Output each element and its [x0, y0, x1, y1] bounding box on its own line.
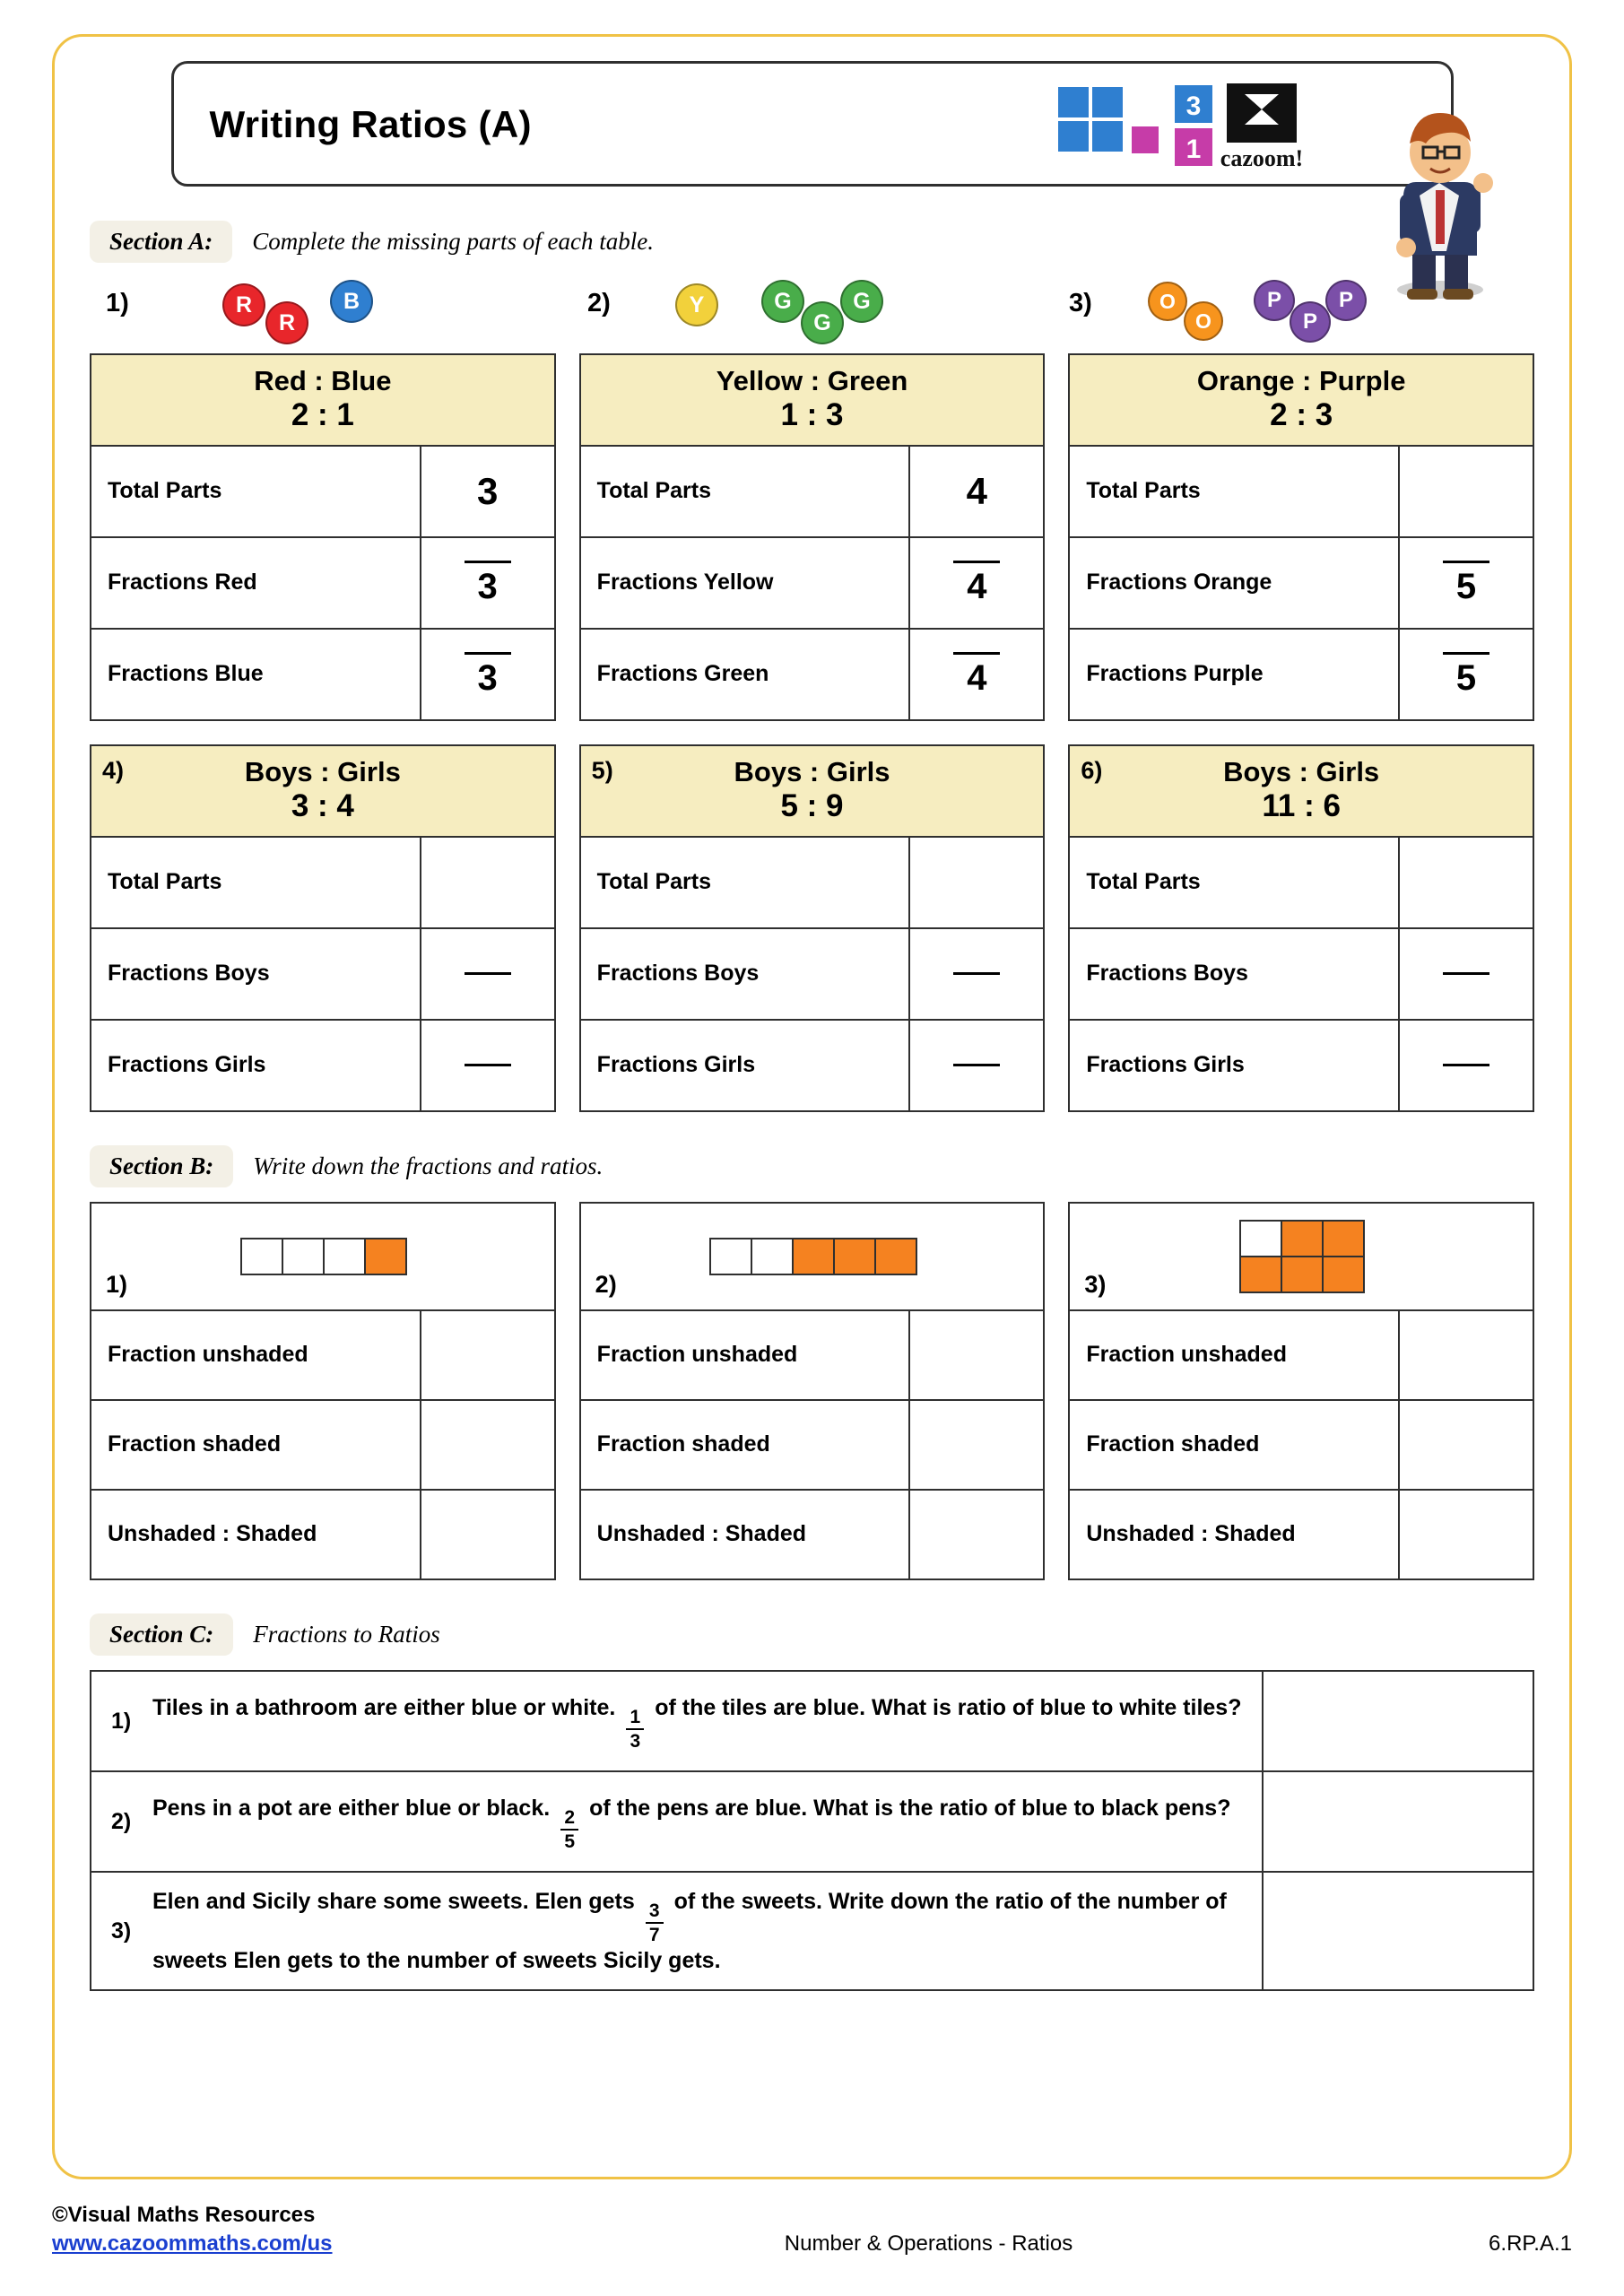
table-ratio: 5 : 9: [780, 787, 844, 823]
table-row: [91, 1491, 554, 1578]
answer-cell[interactable]: [1400, 1021, 1533, 1110]
table-row: [1070, 929, 1533, 1021]
table-title: Orange : Purple: [1196, 365, 1406, 396]
counter-chip-green: G: [840, 280, 883, 323]
table-row: [91, 1021, 554, 1110]
table-index: 6): [1081, 756, 1103, 784]
table-row: [1070, 1491, 1533, 1578]
table-row: [91, 929, 554, 1021]
row-label: Fraction shaded: [1070, 1401, 1400, 1489]
table-row: [581, 630, 1044, 719]
row-label: Fractions Blue: [91, 630, 421, 719]
table-row: [581, 1401, 1044, 1491]
table-ratio: 2 : 3: [1270, 396, 1333, 432]
title-bar: [171, 61, 1454, 187]
answer-cell[interactable]: [910, 1311, 1043, 1399]
table-ratio: 3 : 4: [291, 787, 354, 823]
question-text: [91, 1772, 1264, 1871]
ratio-tables-row-1: [90, 353, 1534, 721]
table-index: 5): [591, 756, 613, 784]
table-title: Boys : Girls: [244, 755, 401, 787]
shape-diagram-3: [1070, 1204, 1533, 1311]
footer-topic: Number & Operations - Ratios: [784, 2231, 1073, 2256]
question-text-after: of the tiles are blue. What is ratio of blue to white tiles?: [655, 1694, 1242, 1720]
answer-cell[interactable]: [910, 1401, 1043, 1489]
answer-cell[interactable]: [1264, 1772, 1533, 1871]
row-label: Total Parts: [1070, 838, 1400, 927]
counter-chip-yellow: Y: [675, 283, 718, 326]
table-row: [581, 1021, 1044, 1110]
bar-model: [240, 1238, 405, 1275]
question-index: 3): [111, 1918, 132, 1944]
section-a-instruction: Complete the missing parts of each table.: [252, 227, 654, 255]
table-row: [581, 447, 1044, 538]
answer-cell[interactable]: [1400, 630, 1533, 719]
table-ratio: 2 : 1: [291, 396, 354, 432]
row-label: Fractions Red: [91, 538, 421, 628]
table-row: [581, 538, 1044, 630]
table-ratio: 11 : 6: [1262, 787, 1341, 823]
page-title: Writing Ratios (A): [209, 103, 532, 145]
table-row: [91, 1401, 554, 1491]
table-ratio: 1 : 3: [780, 396, 844, 432]
grid-model: [1239, 1220, 1363, 1293]
question-row: [91, 1873, 1533, 1989]
answer-cell[interactable]: [910, 838, 1043, 927]
answer-cell[interactable]: [910, 538, 1043, 628]
table-title: Boys : Girls: [1223, 755, 1380, 787]
counter-index: 2): [587, 289, 611, 317]
denominator: 4: [967, 658, 987, 699]
table-header: [581, 746, 1044, 838]
answer-cell[interactable]: [1264, 1873, 1533, 1989]
table-row: [1070, 838, 1533, 929]
shaded-fraction-table-3: [1068, 1202, 1534, 1580]
website-link[interactable]: www.cazoommaths.com/us: [52, 2231, 333, 2257]
section-b-header: [90, 1143, 1534, 1191]
bar-model: [709, 1238, 916, 1275]
svg-text:cazoom!: cazoom!: [1220, 145, 1303, 171]
row-label: Total Parts: [91, 447, 421, 536]
inline-fraction: [646, 1901, 664, 1944]
table-row: [1070, 538, 1533, 630]
cell-shaded: [1322, 1220, 1365, 1257]
section-b-instruction: Write down the fractions and ratios.: [253, 1152, 604, 1180]
counter-chip-green: G: [801, 301, 844, 344]
answer-cell[interactable]: [910, 630, 1043, 719]
cell-shaded: [364, 1238, 407, 1275]
row-label: Fractions Yellow: [581, 538, 911, 628]
table-header: [91, 746, 554, 838]
counter-chip-orange: O: [1148, 282, 1187, 321]
mascot-illustration: [1364, 97, 1516, 303]
row-label: Fractions Green: [581, 630, 911, 719]
section-c-label: Section C:: [90, 1613, 233, 1656]
table-row: [91, 447, 554, 538]
question-text: [91, 1672, 1264, 1770]
counters-row: [90, 278, 1534, 348]
answer-cell[interactable]: [421, 630, 554, 719]
answer-cell[interactable]: [421, 1311, 554, 1399]
table-header: [1070, 355, 1533, 447]
row-label: Fractions Girls: [1070, 1021, 1400, 1110]
table-header: [581, 355, 1044, 447]
denominator: 4: [967, 567, 987, 607]
answer-cell[interactable]: [1400, 1491, 1533, 1578]
ratio-tables-row-2: [90, 744, 1534, 1112]
svg-text:3: 3: [1185, 91, 1201, 121]
answer-cell[interactable]: 3: [476, 469, 499, 512]
denominator: 3: [477, 658, 498, 699]
section-b-label: Section B:: [90, 1145, 233, 1187]
cell-shaded: [1322, 1256, 1365, 1293]
question-body: [152, 1692, 1241, 1751]
cell-shaded: [1239, 1256, 1282, 1293]
section-c-header: [90, 1611, 1534, 1659]
answer-cell[interactable]: [1264, 1672, 1533, 1770]
answer-cell[interactable]: [1400, 447, 1533, 536]
answer-cell[interactable]: [421, 929, 554, 1019]
question-index: 2): [111, 1808, 132, 1834]
table-row: [1070, 630, 1533, 719]
question-text-after: of the sweets. Write down the ratio of the number of sweets Elen gets to the number of sweets Sicily gets.: [152, 1888, 1227, 1973]
cell: [709, 1238, 752, 1275]
counter-chip-green: G: [761, 280, 804, 323]
denominator: 5: [1455, 658, 1477, 699]
cell-shaded: [1281, 1256, 1324, 1293]
section-a-header: [90, 217, 1534, 265]
row-label: Total Parts: [1070, 447, 1400, 536]
table-header: [1070, 746, 1533, 838]
ratio-table-1: [90, 353, 556, 721]
svg-text:1: 1: [1185, 135, 1201, 164]
denominator: 3: [477, 567, 498, 607]
counter-chip-purple: P: [1254, 280, 1295, 321]
cell: [282, 1238, 325, 1275]
section-a-label: Section A:: [90, 221, 232, 263]
footer-left: [52, 2201, 518, 2259]
numerator: 3: [648, 1900, 660, 1921]
table-row: [581, 838, 1044, 929]
row-label: Unshaded : Shaded: [1070, 1491, 1400, 1578]
table-header: [91, 355, 554, 447]
section-b-grid: [90, 1202, 1534, 1580]
row-label: Unshaded : Shaded: [91, 1491, 421, 1578]
copyright-text: ©Visual Maths Resources: [52, 2203, 316, 2227]
counter-index: 1): [106, 289, 129, 317]
answer-cell[interactable]: [421, 838, 554, 927]
table-row: [1070, 447, 1533, 538]
counter-chip-purple: P: [1325, 280, 1367, 321]
answer-cell[interactable]: [421, 1401, 554, 1489]
question-text-before: Tiles in a bathroom are either blue or white.: [152, 1694, 616, 1720]
table-row: [91, 538, 554, 630]
answer-cell[interactable]: [1400, 929, 1533, 1019]
counter-chip-red: R: [222, 283, 265, 326]
counter-group-2: [571, 278, 1053, 348]
counter-chip-blue: B: [330, 280, 373, 323]
cell-shaded: [874, 1238, 917, 1275]
table-row: [581, 1491, 1044, 1578]
row-label: Fraction shaded: [581, 1401, 911, 1489]
ratio-table-2: [579, 353, 1046, 721]
shaded-fraction-table-1: [90, 1202, 556, 1580]
answer-cell[interactable]: [910, 1021, 1043, 1110]
cell: [240, 1238, 283, 1275]
table-title: Yellow : Green: [716, 365, 908, 396]
ratio-table-4: [90, 744, 556, 1112]
ratio-table-6: [1068, 744, 1534, 1112]
row-label: Total Parts: [581, 838, 911, 927]
row-label: Fraction shaded: [91, 1401, 421, 1489]
cell: [323, 1238, 366, 1275]
row-label: Fraction unshaded: [581, 1311, 911, 1399]
numerator: 1: [630, 1706, 641, 1727]
inline-fraction: [560, 1808, 578, 1851]
cell-shaded: [792, 1238, 835, 1275]
question-body: [152, 1885, 1247, 1977]
shaded-fraction-table-2: [579, 1202, 1046, 1580]
row-label: Fractions Orange: [1070, 538, 1400, 628]
question-index: 1): [111, 1708, 132, 1734]
table-row: [1070, 1021, 1533, 1110]
table-row: [581, 929, 1044, 1021]
row-label: Total Parts: [581, 447, 911, 536]
table-row: [1070, 1311, 1533, 1401]
answer-cell[interactable]: [421, 1491, 554, 1578]
numerator: 2: [564, 1806, 575, 1828]
shape-diagram-2: [581, 1204, 1044, 1311]
question-row: [91, 1772, 1533, 1873]
question-index: 2): [595, 1270, 617, 1298]
row-label: Fraction unshaded: [91, 1311, 421, 1399]
counter-index: 3): [1069, 289, 1092, 317]
table-row: [581, 1311, 1044, 1401]
question-text-after: of the pens are blue. What is the ratio of blue to black pens?: [589, 1795, 1231, 1821]
row-label: Unshaded : Shaded: [581, 1491, 911, 1578]
counter-chip-red: R: [265, 301, 308, 344]
counter-group-1: [90, 278, 571, 348]
answer-cell[interactable]: 4: [966, 469, 988, 512]
answer-cell[interactable]: [1400, 1401, 1533, 1489]
row-label: Fractions Boys: [581, 929, 911, 1019]
table-row: [91, 838, 554, 929]
answer-cell[interactable]: [1400, 538, 1533, 628]
shape-diagram-1: [91, 1204, 554, 1311]
answer-cell[interactable]: [910, 929, 1043, 1019]
question-body: [152, 1792, 1230, 1851]
table-row: [1070, 1401, 1533, 1491]
table-title: Red : Blue: [254, 365, 392, 396]
cell: [751, 1238, 794, 1275]
answer-cell[interactable]: [1400, 1311, 1533, 1399]
row-label: Fractions Purple: [1070, 630, 1400, 719]
question-text-before: Pens in a pot are either blue or black.: [152, 1795, 551, 1821]
cell-shaded: [1281, 1220, 1324, 1257]
question-index: 3): [1084, 1270, 1107, 1298]
section-c-instruction: Fractions to Ratios: [253, 1621, 440, 1648]
ratio-table-3: [1068, 353, 1534, 721]
table-index: 4): [102, 756, 125, 784]
table-title: Boys : Girls: [734, 755, 890, 787]
question-text-before: Elen and Sicily share some sweets. Elen gets: [152, 1888, 635, 1914]
row-label: Fractions Girls: [91, 1021, 421, 1110]
inline-fraction: [626, 1708, 644, 1751]
table-row: [91, 1311, 554, 1401]
section-c-table: [90, 1670, 1534, 1991]
question-index: 1): [106, 1270, 128, 1298]
answer-cell[interactable]: [1400, 838, 1533, 927]
footer-standard-code: 6.RP.A.1: [1489, 2231, 1572, 2256]
row-label: Fractions Girls: [581, 1021, 911, 1110]
row-label: Total Parts: [91, 838, 421, 927]
question-row: [91, 1672, 1533, 1772]
denominator: 3: [630, 1730, 641, 1752]
denominator: 7: [648, 1924, 660, 1945]
counter-group-3: [1053, 278, 1534, 348]
answer-cell[interactable]: [910, 1491, 1043, 1578]
cell: [1239, 1220, 1282, 1257]
answer-cell[interactable]: [421, 1021, 554, 1110]
counter-chip-purple: P: [1290, 301, 1331, 343]
denominator: 5: [564, 1831, 575, 1852]
counter-chip-orange: O: [1184, 301, 1223, 341]
row-label: Fractions Boys: [91, 929, 421, 1019]
answer-cell[interactable]: [421, 538, 554, 628]
table-row: [91, 630, 554, 719]
page-footer: [52, 2201, 1572, 2273]
question-text: [91, 1873, 1264, 1989]
denominator: 5: [1455, 567, 1477, 607]
row-label: Fraction unshaded: [1070, 1311, 1400, 1399]
row-label: Fractions Boys: [1070, 929, 1400, 1019]
ratio-table-5: [579, 744, 1046, 1112]
cell-shaded: [833, 1238, 876, 1275]
